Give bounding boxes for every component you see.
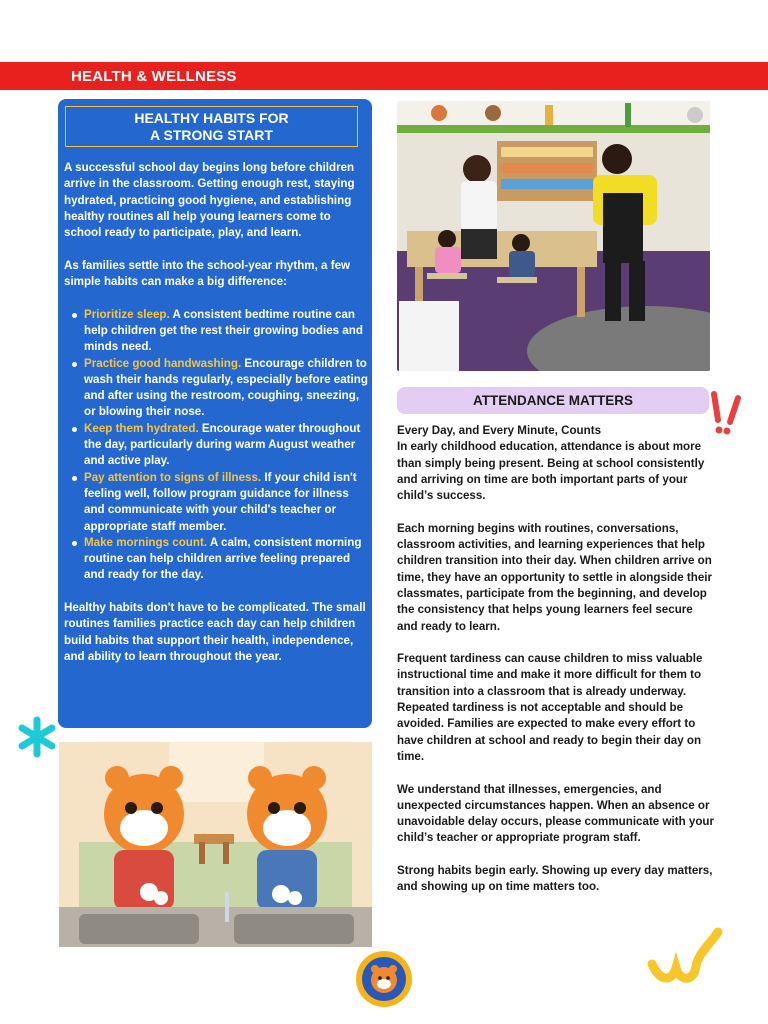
tigers-handwashing-illustration	[59, 742, 372, 947]
healthy-habits-body	[64, 160, 368, 682]
school-logo	[355, 950, 413, 1008]
tip-sleep: Prioritize sleep. A consistent bedtime routine can help children get the rest their growing bodies and minds need.	[84, 307, 368, 356]
tip-illness: Pay attention to signs of illness. If your child isn't feeling well, follow program guidance for illness and communicate with your child's teacher or appropriate staff member.	[84, 470, 368, 535]
tip-handwashing: Practice good handwashing. Encourage children to wash their hands regularly, especially before eating and after using the restroom, coughing, sneezing, or blowing their nose.	[84, 356, 368, 421]
attendance-header: ATTENDANCE MATTERS	[397, 387, 709, 414]
intro-paragraph: A successful school day begins long before children arrive in the classroom. Getting enough rest, staying hydrated, practicing good hygiene, and establishing healthy routines all help young learners come to school ready to participate, play, and learn.	[64, 161, 355, 240]
attendance-paragraph-1: Every Day, and Every Minute, Counts In early childhood education, attendance is about more than simply being present. Being at school consistently and arriving on time are both important parts of your child’s success.	[397, 424, 705, 503]
attendance-paragraph-4: We understand that illnesses, emergencies, and unexpected circumstances happen. When an absence or unavoidable delay occurs, please communicate with your child’s teacher or appropriate program staff.	[397, 782, 714, 845]
section-banner	[0, 62, 768, 90]
tip-hydration: Keep them hydrated. Encourage water throughout the day, particularly during warm August weather and active play.	[84, 421, 368, 470]
tip-mornings: Make mornings count. A calm, consistent morning routine can help children arrive feeling prepared and ready for the day.	[84, 535, 368, 584]
attendance-paragraph-3: Frequent tardiness can cause children to miss valuable instructional time and make it more difficult for them to transition into a classroom that is already underway. Repeated tardiness is not acceptable and should be avoided. Families are expected to make every effort to have children at school and ready to begin their day on time.	[397, 652, 703, 763]
section-title: HEALTH & WELLNESS	[71, 68, 237, 85]
classroom-photo	[397, 101, 710, 371]
exclamation-marks-icon	[704, 390, 748, 438]
attendance-subtitle: Every Day, and Every Minute, Counts	[397, 424, 602, 437]
closing-paragraph: Healthy habits don't have to be complicated. The small routines families practice each day can help children build habits that support their health, independence, and ability to learn throughout the year.	[64, 601, 366, 663]
teal-asterisk-icon	[16, 716, 58, 758]
attendance-paragraph-5: Strong habits begin early. Showing up every day matters, and showing up on time matters too.	[397, 864, 713, 894]
lead-paragraph: As families settle into the school-year rhythm, a few simple habits can make a big difference:	[64, 258, 351, 289]
healthy-habits-title: HEALTHY HABITS FOR A STRONG START	[65, 106, 358, 147]
healthy-habits-panel	[58, 99, 372, 728]
tips-list	[64, 307, 368, 584]
yellow-squiggle-icon	[646, 924, 726, 988]
attendance-body	[397, 423, 715, 912]
attendance-paragraph-2: Each morning begins with routines, conversations, classroom activities, and learning experiences that help children transition into their day. When children arrive on time, they have an opportunity to settle in alongside their classmates, participate from the beginning, and develop the consistency that helps young learners feel secure and ready to learn.	[397, 521, 713, 633]
